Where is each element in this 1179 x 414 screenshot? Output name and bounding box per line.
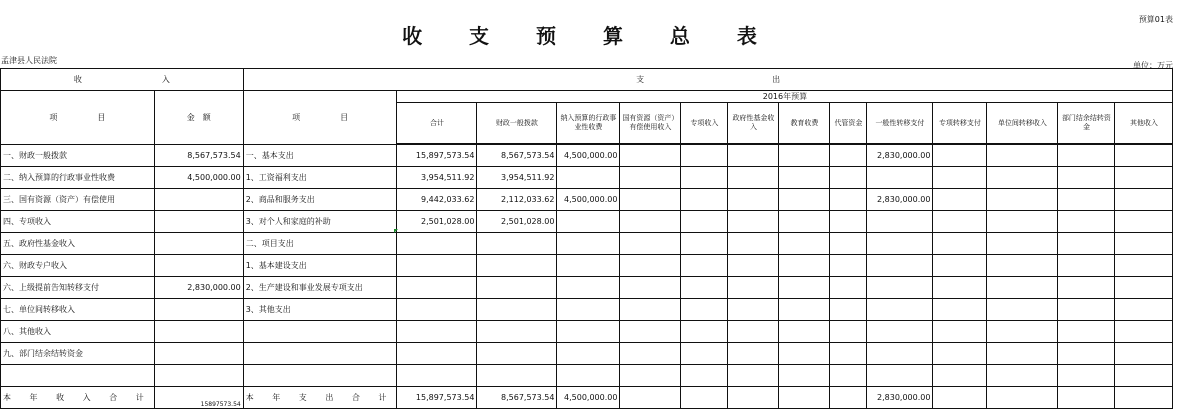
value-cell: 3,954,511.92: [397, 167, 477, 189]
value-cell: [397, 299, 477, 321]
value-cell: [1115, 321, 1173, 343]
value-cell: [933, 189, 987, 211]
value-cell: [987, 321, 1058, 343]
total-value-cell: 2,830,000.00: [867, 387, 933, 409]
value-cell: [1058, 167, 1115, 189]
value-cell: [1058, 277, 1115, 299]
value-cell: [1115, 365, 1173, 387]
income-amount-cell: [154, 189, 243, 211]
value-cell: [397, 277, 477, 299]
income-amount-cell: [154, 211, 243, 233]
value-cell: [779, 189, 830, 211]
value-cell: [620, 167, 681, 189]
value-cell: [987, 255, 1058, 277]
value-cell: [620, 321, 681, 343]
value-cell: [620, 365, 681, 387]
value-cell: [779, 167, 830, 189]
income-item-header: 项 目: [1, 91, 155, 145]
value-cell: [933, 211, 987, 233]
value-cell: [987, 343, 1058, 365]
value-cell: [1115, 233, 1173, 255]
value-cell: 8,567,573.54: [477, 145, 557, 167]
value-cell: [779, 145, 830, 167]
value-cell: [477, 343, 557, 365]
table-row: [1, 277, 1173, 299]
value-cell: [681, 299, 728, 321]
total-value-cell: [1115, 387, 1173, 409]
total-value-cell: [933, 387, 987, 409]
value-cell: [1058, 299, 1115, 321]
value-cell: [620, 277, 681, 299]
column-header: 代管资金: [830, 103, 867, 144]
value-cell: [620, 299, 681, 321]
value-cell: [681, 277, 728, 299]
value-cell: [933, 277, 987, 299]
value-cell: [728, 211, 779, 233]
table-row: [1, 233, 1173, 255]
income-item-cell: 六、财政专户收入: [1, 255, 155, 277]
value-cell: [867, 299, 933, 321]
value-cell: [477, 299, 557, 321]
income-amount-cell: 4,500,000.00: [154, 167, 243, 189]
table-row: [1, 321, 1173, 343]
income-item-cell: 一、财政一般拨款: [1, 145, 155, 167]
value-cell: [557, 321, 620, 343]
value-cell: [779, 233, 830, 255]
value-cell: [830, 189, 867, 211]
expense-item-cell: 一、基本支出: [243, 145, 397, 167]
value-cell: [620, 343, 681, 365]
form-number: 预算01表: [1138, 15, 1173, 24]
value-cell: [681, 365, 728, 387]
table-row: [1, 255, 1173, 277]
expense-item-cell: 2、商品和服务支出: [243, 189, 397, 211]
value-cell: [987, 277, 1058, 299]
value-cell: [779, 343, 830, 365]
expense-item-cell: 1、工资福利支出: [243, 167, 397, 189]
value-cell: 4,500,000.00: [557, 145, 620, 167]
value-cell: [933, 233, 987, 255]
column-header: 其他收入: [1115, 103, 1173, 144]
column-header: 国有资源（资产）有偿使用收入: [620, 103, 681, 144]
column-header: 单位间转移收入: [987, 103, 1058, 144]
value-cell: [933, 343, 987, 365]
expense-item-header: 项 目: [243, 91, 397, 145]
value-cell: [867, 167, 933, 189]
income-amount-cell: [154, 365, 243, 387]
income-item-cell: 六、上级提前告知转移支付: [1, 277, 155, 299]
table-row: [1, 167, 1173, 189]
value-cell: [1058, 343, 1115, 365]
value-cell: [779, 255, 830, 277]
value-cell: [1115, 145, 1173, 167]
expense-item-cell: 3、其他支出: [243, 299, 397, 321]
value-cell: [1115, 299, 1173, 321]
income-amount-header: 金 额: [154, 91, 243, 145]
table-row: [1, 145, 1173, 167]
value-cell: [620, 211, 681, 233]
expense-header: 支 出: [243, 69, 1173, 91]
income-item-cell: [1, 365, 155, 387]
value-cell: [830, 255, 867, 277]
value-cell: [933, 321, 987, 343]
total-value-cell: [830, 387, 867, 409]
value-cell: [620, 189, 681, 211]
value-cell: [987, 211, 1058, 233]
value-cell: [557, 343, 620, 365]
value-cell: [1058, 321, 1115, 343]
value-cell: 9,442,033.62: [397, 189, 477, 211]
income-amount-cell: [154, 233, 243, 255]
column-header: 专项转移支付: [933, 103, 987, 144]
expense-item-cell: 二、项目支出: [243, 233, 397, 255]
value-cell: 2,830,000.00: [867, 145, 933, 167]
value-cell: [987, 167, 1058, 189]
cell-comment-marker: [394, 229, 398, 233]
value-cell: [1115, 343, 1173, 365]
income-item-cell: 三、国有资源（资产）有偿使用: [1, 189, 155, 211]
column-header: 政府性基金收入: [728, 103, 779, 144]
value-cell: [1115, 211, 1173, 233]
value-cell: [987, 145, 1058, 167]
value-cell: [933, 145, 987, 167]
value-cell: [477, 365, 557, 387]
income-amount-cell: [154, 343, 243, 365]
value-cell: [987, 189, 1058, 211]
value-cell: [1115, 167, 1173, 189]
value-cell: [933, 167, 987, 189]
expense-item-cell: [243, 365, 397, 387]
column-header: 合计: [397, 103, 477, 144]
income-amount-cell: [154, 255, 243, 277]
expense-item-cell: [243, 343, 397, 365]
value-cell: [830, 299, 867, 321]
value-cell: 2,830,000.00: [867, 189, 933, 211]
expense-item-cell: 3、对个人和家庭的补助: [243, 211, 397, 233]
value-cell: [397, 321, 477, 343]
value-cell: [933, 299, 987, 321]
value-cell: [477, 255, 557, 277]
value-cell: [830, 233, 867, 255]
value-cell: [1058, 233, 1115, 255]
value-cell: [933, 255, 987, 277]
income-item-cell: 五、政府性基金收入: [1, 233, 155, 255]
value-cell: [728, 321, 779, 343]
value-cell: [681, 211, 728, 233]
expense-item-cell: 2、生产建设和事业发展专项支出: [243, 277, 397, 299]
total-value-cell: 15,897,573.54: [397, 387, 477, 409]
header-row-2: [1, 91, 1173, 103]
budget-table: [0, 68, 1173, 409]
value-cell: [557, 299, 620, 321]
value-cell: 2,501,028.00: [397, 211, 477, 233]
value-cell: [867, 211, 933, 233]
value-cell: [1115, 189, 1173, 211]
total-value-cell: 8,567,573.54: [477, 387, 557, 409]
total-value-cell: 4,500,000.00: [557, 387, 620, 409]
value-cell: 3,954,511.92: [477, 167, 557, 189]
value-cell: [557, 233, 620, 255]
value-cell: [681, 167, 728, 189]
value-cell: [830, 211, 867, 233]
value-cell: [397, 233, 477, 255]
value-cell: [779, 211, 830, 233]
value-cell: [681, 189, 728, 211]
value-cell: [987, 365, 1058, 387]
expense-item-cell: 1、基本建设支出: [243, 255, 397, 277]
income-item-cell: 二、纳入预算的行政事业性收费: [1, 167, 155, 189]
table-row: [1, 189, 1173, 211]
value-cell: [867, 255, 933, 277]
value-cell: [1058, 145, 1115, 167]
value-cell: 15,897,573.54: [397, 145, 477, 167]
header-row-1: [1, 69, 1173, 91]
value-cell: [681, 145, 728, 167]
value-cell: [728, 277, 779, 299]
income-amount-cell: 8,567,573.54: [154, 145, 243, 167]
value-cell: [477, 321, 557, 343]
value-cell: [397, 255, 477, 277]
total-value-cell: [620, 387, 681, 409]
income-header: 收 入: [1, 69, 244, 91]
income-amount-cell: [154, 321, 243, 343]
value-cell: [987, 233, 1058, 255]
value-cell: [557, 167, 620, 189]
value-cell: [620, 255, 681, 277]
value-cell: [1115, 277, 1173, 299]
value-cell: [681, 343, 728, 365]
value-cell: [397, 365, 477, 387]
organization-name: 孟津县人民法院: [1, 56, 57, 65]
column-header: 部门结余结转资金: [1058, 103, 1115, 144]
value-cell: [867, 321, 933, 343]
value-cell: [830, 145, 867, 167]
table-row: [1, 299, 1173, 321]
value-cell: [728, 167, 779, 189]
value-cell: [681, 321, 728, 343]
value-cell: [830, 321, 867, 343]
value-cell: [728, 343, 779, 365]
value-cell: [779, 299, 830, 321]
expense-item-cell: [243, 321, 397, 343]
value-cell: [779, 321, 830, 343]
total-value-cell: [779, 387, 830, 409]
income-amount-cell: 2,830,000.00: [154, 277, 243, 299]
value-cell: [867, 365, 933, 387]
column-header: 一般性转移支付: [867, 103, 933, 144]
value-cell: [867, 233, 933, 255]
value-cell: [620, 233, 681, 255]
table-row: [1, 343, 1173, 365]
income-item-cell: 九、部门结余结转资金: [1, 343, 155, 365]
value-cell: [728, 145, 779, 167]
table-row: [1, 211, 1173, 233]
value-cell: [681, 233, 728, 255]
column-header: 专项收入: [681, 103, 728, 144]
expense-total-label: 本 年 支 出 合 计: [243, 387, 397, 409]
value-cell: [987, 299, 1058, 321]
column-header: 教育收费: [779, 103, 830, 144]
value-cell: [681, 255, 728, 277]
value-cell: 4,500,000.00: [557, 189, 620, 211]
value-cell: [728, 299, 779, 321]
value-cell: [557, 255, 620, 277]
value-cell: [830, 343, 867, 365]
value-cell: [728, 189, 779, 211]
income-total-label: 本 年 收 入 合 计: [1, 387, 155, 409]
unit-label: 单位：万元: [1133, 61, 1173, 70]
total-value-cell: [987, 387, 1058, 409]
value-cell: [557, 365, 620, 387]
value-cell: 2,112,033.62: [477, 189, 557, 211]
table-row: [1, 365, 1173, 387]
value-cell: [557, 211, 620, 233]
income-total-amount: 15897573.54: [154, 387, 243, 409]
value-cell: [620, 145, 681, 167]
report-title: 收 支 预 算 总 表: [402, 24, 777, 48]
budget-year-header: 2016年预算: [397, 91, 1173, 103]
value-cell: [397, 343, 477, 365]
value-cell: [867, 343, 933, 365]
value-cell: 2,501,028.00: [477, 211, 557, 233]
value-cell: [1058, 189, 1115, 211]
income-item-cell: 七、单位间转移收入: [1, 299, 155, 321]
value-cell: [728, 255, 779, 277]
column-header: 纳入预算的行政事业性收费: [557, 103, 620, 144]
column-header: 财政一般拨款: [477, 103, 557, 144]
value-cell: [728, 365, 779, 387]
value-cell: [867, 277, 933, 299]
value-cell: [779, 277, 830, 299]
value-cell: [477, 233, 557, 255]
total-value-cell: [728, 387, 779, 409]
value-cell: [830, 365, 867, 387]
value-cell: [933, 365, 987, 387]
income-amount-cell: [154, 299, 243, 321]
value-cell: [779, 365, 830, 387]
value-cell: [728, 233, 779, 255]
value-cell: [1058, 211, 1115, 233]
value-cell: [830, 277, 867, 299]
value-cell: [477, 277, 557, 299]
value-cell: [830, 167, 867, 189]
income-item-cell: 八、其他收入: [1, 321, 155, 343]
total-row: [1, 387, 1173, 409]
total-value-cell: [681, 387, 728, 409]
total-value-cell: [1058, 387, 1115, 409]
income-item-cell: 四、专项收入: [1, 211, 155, 233]
value-cell: [557, 277, 620, 299]
value-cell: [1058, 365, 1115, 387]
value-cell: [1115, 255, 1173, 277]
value-cell: [1058, 255, 1115, 277]
